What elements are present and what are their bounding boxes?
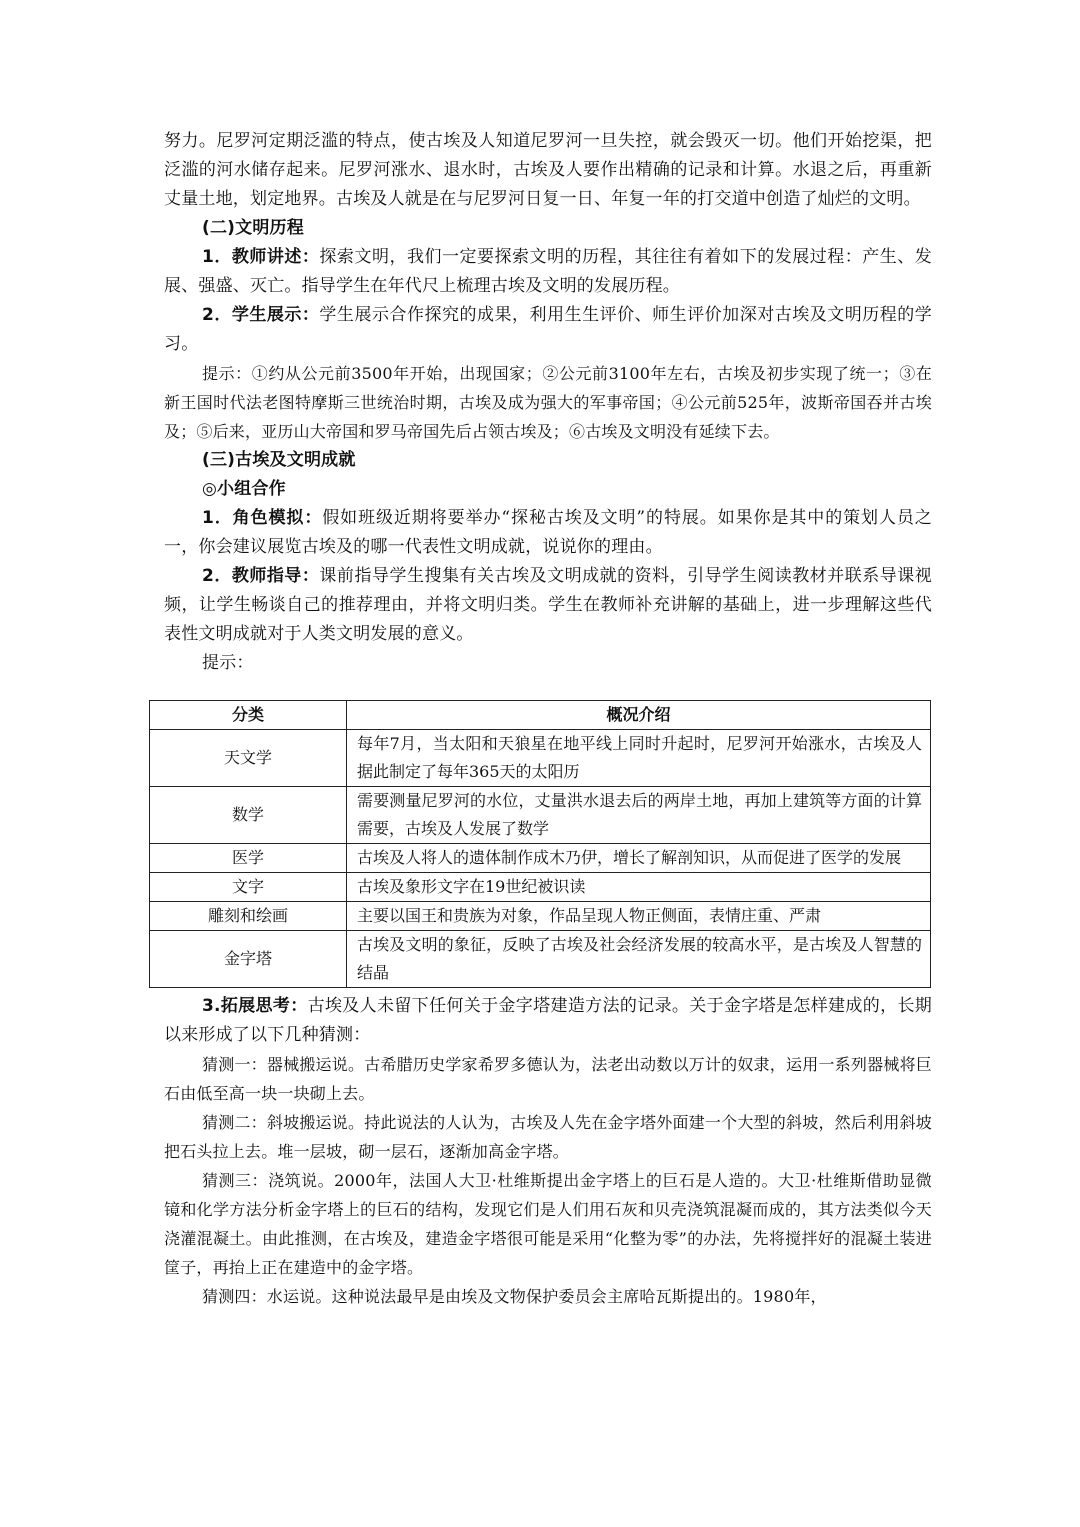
column-header-overview: 概况介绍 — [347, 701, 931, 730]
description-cell: 每年7月，当太阳和天狼星在地平线上同时升起时，尼罗河开始涨水，古埃及人据此制定了每年365天的太阳历 — [347, 730, 931, 787]
student-presentation-item — [164, 301, 932, 359]
item-text: 学生展示合作探究的成果，利用生生评价、师生评价加深对古埃及文明历程的学习。 — [164, 305, 933, 354]
page-content — [164, 127, 932, 1311]
section-heading-achievements: (三)古埃及文明成就 — [202, 450, 356, 470]
achievements-hint-label: 提示： — [202, 653, 254, 673]
extended-thinking-item — [164, 992, 932, 1050]
intro-paragraph: 努力。尼罗河定期泛滥的特点，使古埃及人知道尼罗河一旦失控，就会毁灭一切。他们开始挖渠，把泛滥的河水储存起来。尼罗河涨水、退水时，古埃及人要作出精确的记录和计算。水退之后，再重新丈量土地，划定地界。古埃及人就是在与尼罗河日复一日、年复一年的打交道中创造了灿烂的文明。 — [164, 131, 932, 209]
description-cell: 古埃及文明的象征，反映了古埃及社会经济发展的较高水平，是古埃及人智慧的结晶 — [347, 931, 931, 988]
item-lead: 3.拓展思考： — [202, 996, 308, 1016]
category-cell: 数学 — [150, 787, 347, 844]
table-row — [150, 873, 931, 902]
item-text: 古埃及人未留下任何关于金字塔建造方法的记录。关于金字塔是怎样建成的，长期以来形成了以下几种猜测： — [164, 996, 933, 1045]
description-cell: 需要测量尼罗河的水位，丈量洪水退去后的两岸土地，再加上建筑等方面的计算需要，古埃及人发展了数学 — [347, 787, 931, 844]
group-cooperation-label: ◎小组合作 — [202, 479, 286, 499]
guess-paragraph: 猜测二：斜坡搬运说。持此说法的人认为，古埃及人先在金字塔外面建一个大型的斜坡，然后利用斜坡把石头拉上去。堆一层坡，砌一层石，逐渐加高金字塔。 — [164, 1113, 932, 1161]
category-cell: 文字 — [150, 873, 347, 902]
table-row — [150, 931, 931, 988]
item-lead: 2．教师指导： — [202, 566, 320, 586]
item-text: 课前指导学生搜集有关古埃及文明成就的资料，引导学生阅读教材并联系导课视频，让学生畅谈自己的推荐理由，并将文明归类。学生在教师补充讲解的基础上，进一步理解这些代表性文明成就对于人类文明发展的意义。 — [164, 566, 933, 644]
role-simulation-item — [164, 504, 932, 562]
achievements-table — [149, 700, 931, 988]
item-lead: 2．学生展示： — [202, 305, 320, 325]
item-lead: 1．角色模拟： — [202, 508, 323, 528]
category-cell: 雕刻和绘画 — [150, 902, 347, 931]
section-heading-civilization-history: (二)文明历程 — [202, 218, 304, 238]
history-hint: 提示：①约从公元前3500年开始，出现国家；②公元前3100年左右，古埃及初步实现了统一；③在新王国时代法老图特摩斯三世统治时期，古埃及成为强大的军事帝国；④公元前525年，波斯帝国吞并古埃及；⑤后来，亚历山大帝国和罗马帝国先后占领古埃及；⑥古埃及文明没有延续下去。 — [164, 364, 932, 441]
teacher-guidance-item — [164, 562, 932, 649]
table-header-row — [150, 701, 931, 730]
category-cell: 天文学 — [150, 730, 347, 787]
category-cell: 金字塔 — [150, 931, 347, 988]
item-lead: 1．教师讲述： — [202, 247, 320, 267]
guess-paragraph: 猜测四：水运说。这种说法最早是由埃及文物保护委员会主席哈瓦斯提出的。1980年， — [202, 1287, 827, 1306]
table-row — [150, 844, 931, 873]
teacher-narration-item — [164, 243, 932, 301]
item-text: 假如班级近期将要举办“探秘古埃及文明”的特展。如果你是其中的策划人员之一，你会建议展览古埃及的哪一代表性文明成就，说说你的理由。 — [164, 508, 932, 557]
guess-paragraph: 猜测一：器械搬运说。古希腊历史学家希罗多德认为，法老出动数以万计的奴隶，运用一系列器械将巨石由低至高一块一块砌上去。 — [164, 1055, 932, 1103]
description-cell: 古埃及象形文字在19世纪被识读 — [347, 873, 931, 902]
column-header-category: 分类 — [150, 701, 347, 730]
category-cell: 医学 — [150, 844, 347, 873]
guess-paragraph: 猜测三：浇筑说。2000年，法国人大卫·杜维斯提出金字塔上的巨石是人造的。大卫·杜维斯借助显微镜和化学方法分析金字塔上的巨石的结构，发现它们是人们用石灰和贝壳浇筑混凝而成的，其方法类似今天浇灌混凝土。由此推测，在古埃及，建造金字塔很可能是采用“化整为零”的办法，先将搅拌好的混凝土装进筐子，再抬上正在建造中的金字塔。 — [164, 1171, 932, 1277]
description-cell: 主要以国王和贵族为对象，作品呈现人物正侧面，表情庄重、严肃 — [347, 902, 931, 931]
table-row — [150, 730, 931, 787]
item-text: 探索文明，我们一定要探索文明的历程，其往往有着如下的发展过程：产生、发展、强盛、灭亡。指导学生在年代尺上梳理古埃及文明的发展历程。 — [164, 247, 933, 296]
achievements-table-wrapper — [149, 700, 931, 988]
table-row — [150, 787, 931, 844]
table-row — [150, 902, 931, 931]
description-cell: 古埃及人将人的遗体制作成木乃伊，增长了解剖知识，从而促进了医学的发展 — [347, 844, 931, 873]
